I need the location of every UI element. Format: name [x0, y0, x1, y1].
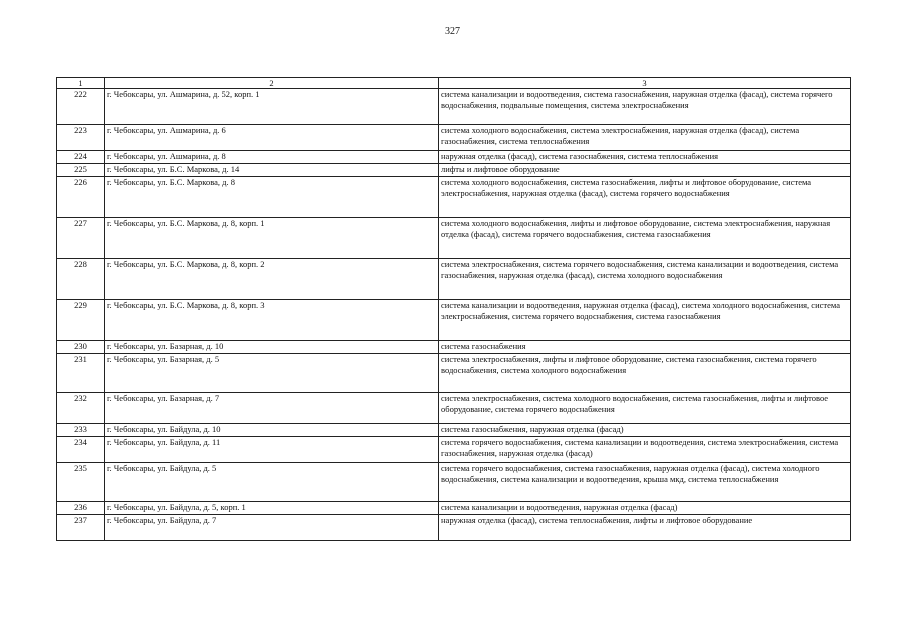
address-cell: г. Чебоксары, ул. Байдула, д. 7	[105, 515, 439, 541]
systems-cell: система канализации и водоотведения, наружная отделка (фасад), система холодного водоснабжения, система электроснабжения, система горячего водоснабжения, система газоснабжения	[439, 300, 851, 341]
row-number-cell: 234	[57, 437, 105, 463]
systems-cell: система холодного водоснабжения, система электроснабжения, наружная отделка (фасад), система газоснабжения, система теплоснабжения	[439, 125, 851, 151]
table-row	[57, 502, 851, 515]
address-cell: г. Чебоксары, ул. Б.С. Маркова, д. 8, корп. 3	[105, 300, 439, 341]
table-row	[57, 354, 851, 393]
address-cell: г. Чебоксары, ул. Б.С. Маркова, д. 8, корп. 1	[105, 218, 439, 259]
row-number-cell: 231	[57, 354, 105, 393]
systems-cell: система канализации и водоотведения, наружная отделка (фасад)	[439, 502, 851, 515]
table-row	[57, 177, 851, 218]
address-cell: г. Чебоксары, ул. Байдула, д. 5, корп. 1	[105, 502, 439, 515]
address-cell: г. Чебоксары, ул. Ашмарина, д. 52, корп. 1	[105, 89, 439, 125]
address-cell: г. Чебоксары, ул. Базарная, д. 5	[105, 354, 439, 393]
address-cell: г. Чебоксары, ул. Б.С. Маркова, д. 8, корп. 2	[105, 259, 439, 300]
systems-cell: система электроснабжения, лифты и лифтовое оборудование, система газоснабжения, система горячего водоснабжения, система холодного водоснабжения	[439, 354, 851, 393]
table-row	[57, 341, 851, 354]
row-number-cell: 237	[57, 515, 105, 541]
systems-cell: система газоснабжения	[439, 341, 851, 354]
address-cell: г. Чебоксары, ул. Б.С. Маркова, д. 14	[105, 164, 439, 177]
systems-cell: система канализации и водоотведения, система газоснабжения, наружная отделка (фасад), система горячего водоснабжения, подвальные помещения, система электроснабжения	[439, 89, 851, 125]
table-row	[57, 300, 851, 341]
column-header-address: 2	[105, 78, 439, 89]
row-number-cell: 236	[57, 502, 105, 515]
systems-cell: система холодного водоснабжения, система газоснабжения, лифты и лифтовое оборудование, система электроснабжения, наружная отделка (фасад), система горячего водоснабжения	[439, 177, 851, 218]
table-row	[57, 125, 851, 151]
table-row	[57, 515, 851, 541]
table-row	[57, 89, 851, 125]
systems-cell: система электроснабжения, система горячего водоснабжения, система канализации и водоотведения, система газоснабжения, наружная отделка (фасад), система холодного водоснабжения	[439, 259, 851, 300]
systems-cell: лифты и лифтовое оборудование	[439, 164, 851, 177]
row-number-cell: 222	[57, 89, 105, 125]
row-number-cell: 233	[57, 424, 105, 437]
row-number-cell: 232	[57, 393, 105, 424]
systems-cell: система электроснабжения, система холодного водоснабжения, система газоснабжения, лифты и лифтовое оборудование, система горячего водоснабжения	[439, 393, 851, 424]
address-cell: г. Чебоксары, ул. Байдула, д. 5	[105, 463, 439, 502]
buildings-table	[56, 77, 851, 541]
systems-cell: система газоснабжения, наружная отделка (фасад)	[439, 424, 851, 437]
systems-cell: наружная отделка (фасад), система газоснабжения, система теплоснабжения	[439, 151, 851, 164]
table-row	[57, 437, 851, 463]
table-row	[57, 164, 851, 177]
address-cell: г. Чебоксары, ул. Базарная, д. 10	[105, 341, 439, 354]
row-number-cell: 227	[57, 218, 105, 259]
address-cell: г. Чебоксары, ул. Базарная, д. 7	[105, 393, 439, 424]
table-row	[57, 424, 851, 437]
table-row	[57, 463, 851, 502]
column-header-systems: 3	[439, 78, 851, 89]
row-number-cell: 223	[57, 125, 105, 151]
row-number-cell: 235	[57, 463, 105, 502]
row-number-cell: 224	[57, 151, 105, 164]
address-cell: г. Чебоксары, ул. Ашмарина, д. 6	[105, 125, 439, 151]
systems-cell: наружная отделка (фасад), система теплоснабжения, лифты и лифтовое оборудование	[439, 515, 851, 541]
table-row	[57, 218, 851, 259]
column-header-number: 1	[57, 78, 105, 89]
address-cell: г. Чебоксары, ул. Байдула, д. 10	[105, 424, 439, 437]
page-number: 327	[445, 26, 460, 37]
address-cell: г. Чебоксары, ул. Б.С. Маркова, д. 8	[105, 177, 439, 218]
header-row	[57, 78, 851, 89]
table-row	[57, 393, 851, 424]
row-number-cell: 228	[57, 259, 105, 300]
systems-cell: система горячего водоснабжения, система газоснабжения, наружная отделка (фасад), система холодного водоснабжения, система канализации и водоотведения, крыша мкд, система теплоснабжения	[439, 463, 851, 502]
table-row	[57, 151, 851, 164]
row-number-cell: 226	[57, 177, 105, 218]
systems-cell: система холодного водоснабжения, лифты и лифтовое оборудование, система электроснабжения, наружная отделка (фасад), система горячего водоснабжения, система газоснабжения	[439, 218, 851, 259]
systems-cell: система горячего водоснабжения, система канализации и водоотведения, система электроснабжения, система газоснабжения, наружная отделка (фасад)	[439, 437, 851, 463]
address-cell: г. Чебоксары, ул. Байдула, д. 11	[105, 437, 439, 463]
row-number-cell: 225	[57, 164, 105, 177]
row-number-cell: 229	[57, 300, 105, 341]
address-cell: г. Чебоксары, ул. Ашмарина, д. 8	[105, 151, 439, 164]
table-body	[57, 89, 851, 541]
table-header	[57, 78, 851, 89]
row-number-cell: 230	[57, 341, 105, 354]
table-row	[57, 259, 851, 300]
